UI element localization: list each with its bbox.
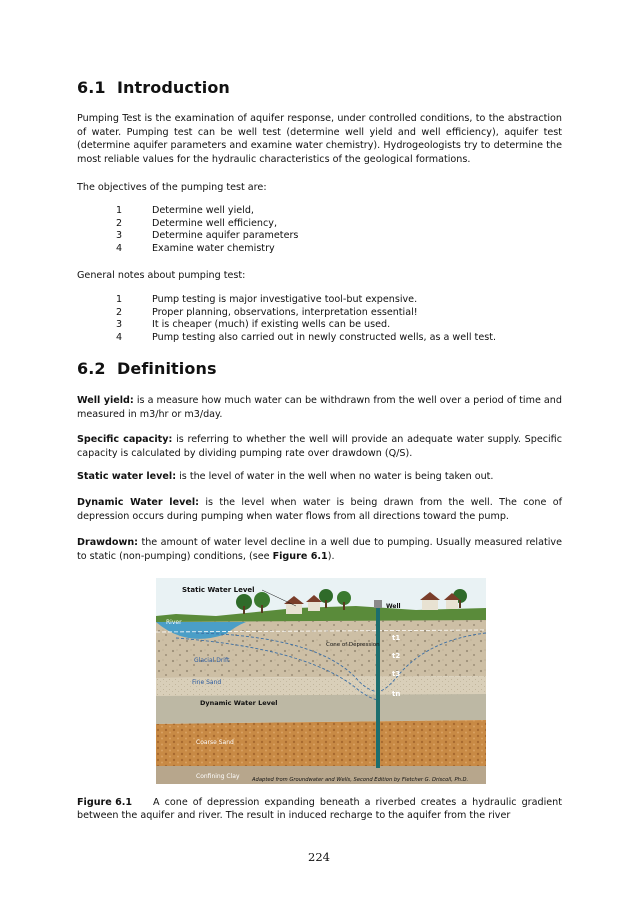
list-item: 4 Examine water chemistry — [116, 242, 275, 254]
list-item: 1 Determine well yield, — [116, 205, 254, 216]
list-item: 1 Pump testing is major investigative tool-but expensive. — [116, 294, 418, 305]
section-heading-definitions: 6.2 Definitions — [77, 359, 217, 378]
list-item: 2 Proper planning, observations, interpretation essential! — [116, 306, 418, 318]
label-t3: t3 — [392, 670, 401, 678]
label-coarse-sand: Coarse Sand — [196, 739, 234, 746]
list-item: 2 Determine well efficiency, — [116, 217, 278, 229]
label-t1: t1 — [392, 634, 401, 642]
definition-specific-capacity: Specific capacity: is referring to whether the well will provide an adequate water supply. Specific capacity is calculated by dividing pumping rate over drawdown (Q/S). — [77, 434, 562, 459]
label-well: Well — [386, 603, 401, 610]
label-glacial-drift: Glacial Drift — [194, 657, 230, 664]
definition-dynamic-water-level: Dynamic Water level: is the level when water is being drawn from the well. The cone of depression occurs during pumping when water flows from all directions toward the pump. — [77, 497, 562, 522]
objectives-list — [116, 205, 298, 255]
label-static-water-level: Static Water Level — [182, 586, 255, 594]
label-tn: tn — [392, 690, 401, 698]
figure-caption: Figure 6.1 A cone of depression expanding beneath a riverbed creates a hydraulic gradient between the aquifer and river. The result in induced recharge to the aquifer from the river — [77, 796, 562, 822]
intro-paragraph: Pumping Test is the examination of aquifer response, under controlled conditions, to the abstraction of water. Pumping test can be well test (determine well yield and well efficiency), aquifer test (determine aquifer parameters and examine water chemistry). Hydrogeologists try to determine the most reliable values for the hydraulic characteristics of the geological formations. — [77, 113, 562, 165]
page-number: 224 — [308, 850, 330, 864]
well-casing — [376, 608, 380, 768]
definition-well-yield: Well yield: is a measure how much water can be withdrawn from the well over a period of time and measured in m3/hr or m3/day. — [77, 395, 562, 420]
label-fine-sand: Fine Sand — [192, 679, 222, 686]
cone-of-depression-figure — [156, 578, 486, 784]
figure-credit: Adapted from Groundwater and Wells, Second Edition by Fletcher G. Driscoll, Ph.D. — [252, 777, 469, 783]
section-heading-introduction: 6.1 Introduction — [77, 78, 230, 97]
label-river: River — [166, 619, 182, 626]
notes-list — [116, 294, 496, 344]
list-item: 3 It is cheaper (much) if existing wells can be used. — [116, 319, 391, 331]
well-head — [374, 600, 382, 608]
figure-reference-link[interactable]: Figure 6.1 — [272, 550, 328, 562]
label-t2: t2 — [392, 652, 401, 660]
objectives-lead: The objectives of the pumping test are: — [77, 182, 267, 193]
label-cone-of-depression: Cone of Depression — [326, 642, 380, 648]
notes-lead: General notes about pumping test: — [77, 270, 246, 281]
list-item: 4 Pump testing also carried out in newly constructed wells, as a well test. — [116, 331, 497, 343]
definition-static-water-level: Static water level: is the level of water in the well when no water is being taken out. — [77, 471, 494, 482]
label-confining-clay: Confining Clay — [196, 773, 240, 780]
label-dynamic-water-level: Dynamic Water Level — [200, 699, 278, 707]
definition-drawdown: Drawdown: the amount of water level decline in a well due to pumping. Usually measured relative to static (non-pumping) conditions, (see Figure 6.1). — [77, 537, 562, 562]
list-item: 3 Determine aquifer parameters — [116, 230, 299, 242]
